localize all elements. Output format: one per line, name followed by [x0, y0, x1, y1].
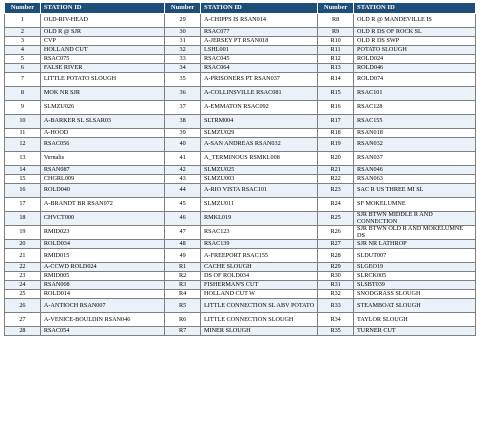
number-cell: 17 — [5, 198, 41, 212]
station-id-cell: SLMZU003 — [201, 175, 318, 184]
number-cell: R20 — [318, 152, 354, 166]
number-cell: 41 — [165, 152, 201, 166]
number-cell: R13 — [318, 64, 354, 73]
station-id-cell: RSAN008 — [40, 281, 164, 290]
station-id-cell: A-BRANDT BR RSAN072 — [40, 198, 164, 212]
table-row — [5, 212, 476, 226]
number-cell: 2 — [5, 28, 41, 37]
number-cell: 4 — [5, 46, 41, 55]
station-table-container — [4, 2, 476, 336]
station-id-cell: A_TERMINOUS RSMKL008 — [201, 152, 318, 166]
station-id-cell: LITTLE POTATO SLOUGH — [40, 73, 164, 87]
number-cell: 5 — [5, 55, 41, 64]
station-id-cell: RSAC123 — [201, 226, 318, 240]
station-id-cell: A-SAN ANDREAS RSAN032 — [201, 138, 318, 152]
station-id-cell: A-CHIPPS IS RSAN014 — [201, 14, 318, 28]
number-cell: R19 — [318, 138, 354, 152]
number-cell: 42 — [165, 166, 201, 175]
number-cell: 15 — [5, 175, 41, 184]
station-id-cell: SNODGRASS SLOUGH — [354, 290, 476, 299]
table-row — [5, 290, 476, 299]
header-row — [5, 3, 476, 14]
table-row — [5, 55, 476, 64]
number-cell: R12 — [318, 55, 354, 64]
station-id-cell: OLD R @ SJR — [40, 28, 164, 37]
number-cell: 20 — [5, 240, 41, 249]
number-cell: R22 — [318, 175, 354, 184]
station-id-cell: RSAN037 — [354, 152, 476, 166]
number-cell: 21 — [5, 249, 41, 263]
station-id-cell: ROLD024 — [354, 55, 476, 64]
header-station-id-1: STATION ID — [40, 3, 164, 14]
station-id-cell: RSAN018 — [354, 129, 476, 138]
station-id-cell: STEAMBOAT SLOUGH — [354, 299, 476, 313]
station-id-cell: LSHL001 — [201, 46, 318, 55]
station-id-cell: A-HOOD — [40, 129, 164, 138]
number-cell: R29 — [318, 263, 354, 272]
number-cell: R16 — [318, 101, 354, 115]
station-id-cell: CHVCT000 — [40, 212, 164, 226]
number-cell: R6 — [165, 313, 201, 327]
station-id-cell: RMID005 — [40, 272, 164, 281]
table-row — [5, 263, 476, 272]
station-id-cell: OLD-RIV-HEAD — [40, 14, 164, 28]
station-id-cell: A-PRISONERS PT RSAN037 — [201, 73, 318, 87]
number-cell: R15 — [318, 87, 354, 101]
station-id-cell: POTATO SLOUGH — [354, 46, 476, 55]
station-id-cell: RSAC077 — [201, 28, 318, 37]
table-row — [5, 281, 476, 290]
number-cell: R9 — [318, 28, 354, 37]
number-cell: 33 — [165, 55, 201, 64]
number-cell: R18 — [318, 129, 354, 138]
table-row — [5, 240, 476, 249]
header-station-id-3: STATION ID — [354, 3, 476, 14]
number-cell: R34 — [318, 313, 354, 327]
number-cell: 35 — [165, 73, 201, 87]
number-cell: R23 — [318, 184, 354, 198]
header-number-1: Number — [5, 3, 41, 14]
number-cell: 10 — [5, 115, 41, 129]
station-id-cell: SJR NR LATHROP — [354, 240, 476, 249]
station-id-cell: RSAC128 — [354, 101, 476, 115]
station-id-cell: CVP — [40, 37, 164, 46]
table-row — [5, 198, 476, 212]
station-id-cell: SF MOKELUMNE — [354, 198, 476, 212]
number-cell: R35 — [318, 327, 354, 336]
number-cell: 30 — [165, 28, 201, 37]
station-id-cell: RSAC054 — [40, 327, 164, 336]
station-id-cell: RMID015 — [40, 249, 164, 263]
station-id-cell: SJR BTWN OLD R AND MOKELUMNE DS — [354, 226, 476, 240]
station-id-cell: RSAN063 — [354, 175, 476, 184]
number-cell: R32 — [318, 290, 354, 299]
station-id-cell: SLMZU029 — [201, 129, 318, 138]
table-row — [5, 313, 476, 327]
table-row — [5, 101, 476, 115]
station-id-cell: ROLD014 — [40, 290, 164, 299]
station-id-cell: SLSBT039 — [354, 281, 476, 290]
number-cell: 29 — [165, 14, 201, 28]
table-row — [5, 87, 476, 101]
number-cell: R14 — [318, 73, 354, 87]
table-row — [5, 46, 476, 55]
station-id-cell: FISHERMAN'S CUT — [201, 281, 318, 290]
number-cell: 14 — [5, 166, 41, 175]
number-cell: 44 — [165, 184, 201, 198]
station-id-cell: OLD R DS SWP — [354, 37, 476, 46]
station-id-cell: ROLD046 — [354, 64, 476, 73]
header-number-2: Number — [165, 3, 201, 14]
table-row — [5, 249, 476, 263]
number-cell: R7 — [165, 327, 201, 336]
number-cell: 24 — [5, 281, 41, 290]
number-cell: 48 — [165, 240, 201, 249]
station-id-cell: A-RIO VISTA RSAC101 — [201, 184, 318, 198]
station-id-cell: ROLD040 — [40, 184, 164, 198]
station-id-cell: RSAC056 — [40, 138, 164, 152]
table-body — [5, 14, 476, 336]
station-id-cell: OLD R DS OF ROCK SL — [354, 28, 476, 37]
station-id-cell: LITTLE CONNECTION SLOUGH — [201, 313, 318, 327]
number-cell: 46 — [165, 212, 201, 226]
station-id-cell: HOLLAND CUT — [40, 46, 164, 55]
table-row — [5, 152, 476, 166]
number-cell: 34 — [165, 64, 201, 73]
number-cell: R25 — [318, 212, 354, 226]
number-cell: R33 — [318, 299, 354, 313]
table-row — [5, 175, 476, 184]
number-cell: 1 — [5, 14, 41, 28]
number-cell: 19 — [5, 226, 41, 240]
number-cell: R2 — [165, 272, 201, 281]
number-cell: R28 — [318, 249, 354, 263]
station-id-cell: CACHE SLOUGH — [201, 263, 318, 272]
station-id-cell: RSAC101 — [354, 87, 476, 101]
number-cell: 25 — [5, 290, 41, 299]
number-cell: R1 — [165, 263, 201, 272]
number-cell: R4 — [165, 290, 201, 299]
number-cell: 39 — [165, 129, 201, 138]
station-id-cell: A-BARKER SL SLSAR03 — [40, 115, 164, 129]
station-id-cell: MOK NR SJR — [40, 87, 164, 101]
station-id-cell: RSAC045 — [201, 55, 318, 64]
station-id-cell: SLTRM004 — [201, 115, 318, 129]
station-id-cell: Vernalis — [40, 152, 164, 166]
station-id-cell: TURNER CUT — [354, 327, 476, 336]
table-row — [5, 64, 476, 73]
station-id-cell: RMKL019 — [201, 212, 318, 226]
station-id-cell: CHGRL009 — [40, 175, 164, 184]
header-number-3: Number — [318, 3, 354, 14]
number-cell: R11 — [318, 46, 354, 55]
station-id-cell: A-COLLINSVILLE RSAC081 — [201, 87, 318, 101]
table-row — [5, 129, 476, 138]
table-row — [5, 138, 476, 152]
table-row — [5, 327, 476, 336]
number-cell: R24 — [318, 198, 354, 212]
station-id-cell: A-EMMATON RSAC092 — [201, 101, 318, 115]
number-cell: 9 — [5, 101, 41, 115]
station-id-cell: FALSE RIVER — [40, 64, 164, 73]
station-id-cell: SJR BTWN MIDDLE R AND CONNECTION — [354, 212, 476, 226]
number-cell: 47 — [165, 226, 201, 240]
number-cell: R30 — [318, 272, 354, 281]
station-id-cell: A-CCWD ROLD024 — [40, 263, 164, 272]
number-cell: 32 — [165, 46, 201, 55]
station-id-cell: HOLLAND CUT W — [201, 290, 318, 299]
table-row — [5, 299, 476, 313]
number-cell: 18 — [5, 212, 41, 226]
number-cell: R26 — [318, 226, 354, 240]
number-cell: 27 — [5, 313, 41, 327]
station-id-cell: OLD R @ MANDEVILLE IS — [354, 14, 476, 28]
number-cell: 45 — [165, 198, 201, 212]
number-cell: R27 — [318, 240, 354, 249]
station-id-cell: A-VENICE-BOULDIN RSAN046 — [40, 313, 164, 327]
number-cell: 26 — [5, 299, 41, 313]
station-id-cell: TAYLOR SLOUGH — [354, 313, 476, 327]
station-id-cell: RSAN032 — [354, 138, 476, 152]
number-cell: 16 — [5, 184, 41, 198]
station-id-cell: ROLD074 — [354, 73, 476, 87]
header-station-id-2: STATION ID — [201, 3, 318, 14]
number-cell: 31 — [165, 37, 201, 46]
table-row — [5, 28, 476, 37]
number-cell: 49 — [165, 249, 201, 263]
number-cell: 13 — [5, 152, 41, 166]
station-id-cell: RSAC064 — [201, 64, 318, 73]
station-id-cell: SLMZU026 — [40, 101, 164, 115]
table-row — [5, 166, 476, 175]
number-cell: 22 — [5, 263, 41, 272]
station-id-cell: RSAN046 — [354, 166, 476, 175]
table-row — [5, 73, 476, 87]
number-cell: 28 — [5, 327, 41, 336]
station-id-cell: ROLD034 — [40, 240, 164, 249]
station-table — [4, 2, 476, 336]
number-cell: 43 — [165, 175, 201, 184]
station-id-cell: SLRCK005 — [354, 272, 476, 281]
number-cell: R10 — [318, 37, 354, 46]
station-id-cell: A-ANTIOCH RSAN007 — [40, 299, 164, 313]
station-id-cell: SLMZU025 — [201, 166, 318, 175]
table-row — [5, 37, 476, 46]
number-cell: R17 — [318, 115, 354, 129]
station-id-cell: RSAC139 — [201, 240, 318, 249]
number-cell: 3 — [5, 37, 41, 46]
number-cell: 6 — [5, 64, 41, 73]
station-id-cell: RMID023 — [40, 226, 164, 240]
number-cell: 7 — [5, 73, 41, 87]
number-cell: R21 — [318, 166, 354, 175]
station-id-cell: SLMZU011 — [201, 198, 318, 212]
station-id-cell: LITTLE CONNECTION SL ABV POTATO — [201, 299, 318, 313]
station-id-cell: MINER SLOUGH — [201, 327, 318, 336]
station-id-cell: A-FREEPORT RSAC155 — [201, 249, 318, 263]
station-id-cell: RSAC075 — [40, 55, 164, 64]
number-cell: 38 — [165, 115, 201, 129]
station-id-cell: DS OF ROLD034 — [201, 272, 318, 281]
number-cell: 23 — [5, 272, 41, 281]
table-row — [5, 226, 476, 240]
station-id-cell: SAC R US THREE MI SL — [354, 184, 476, 198]
station-id-cell: RSAC155 — [354, 115, 476, 129]
station-id-cell: A-JERSEY PT RSAN018 — [201, 37, 318, 46]
station-id-cell: RSAN087 — [40, 166, 164, 175]
number-cell: 37 — [165, 101, 201, 115]
table-row — [5, 115, 476, 129]
number-cell: 8 — [5, 87, 41, 101]
table-row — [5, 272, 476, 281]
number-cell: R31 — [318, 281, 354, 290]
table-row — [5, 184, 476, 198]
number-cell: 36 — [165, 87, 201, 101]
number-cell: R5 — [165, 299, 201, 313]
number-cell: 11 — [5, 129, 41, 138]
number-cell: R8 — [318, 14, 354, 28]
station-id-cell: SLGEO19 — [354, 263, 476, 272]
station-id-cell: SLDUT007 — [354, 249, 476, 263]
number-cell: 12 — [5, 138, 41, 152]
number-cell: 40 — [165, 138, 201, 152]
table-row — [5, 14, 476, 28]
number-cell: R3 — [165, 281, 201, 290]
